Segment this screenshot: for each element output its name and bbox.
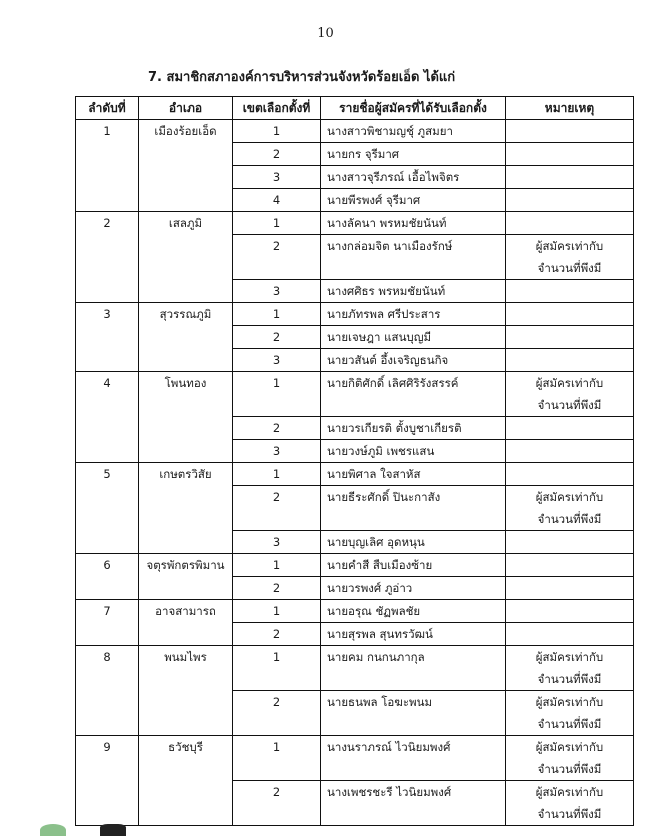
remark — [506, 463, 634, 486]
remark — [506, 486, 634, 531]
district-name: อาจสามารถ — [139, 600, 233, 646]
district-name: จตุรพักตรพิมาน — [139, 554, 233, 600]
district-name: พนมไพร — [139, 646, 233, 736]
remark-line-1: ผู้สมัครเท่ากับ — [535, 785, 604, 799]
candidate-name: นายธีระศักดิ์ ปินะกาสัง — [321, 486, 506, 531]
order-number: 2 — [76, 212, 139, 303]
order-number: 4 — [76, 372, 139, 463]
candidate-name: นายกร จุรีมาศ — [321, 143, 506, 166]
remark — [506, 326, 634, 349]
order-number: 8 — [76, 646, 139, 736]
zone-number: 2 — [233, 577, 321, 600]
zone-number: 1 — [233, 372, 321, 417]
remark — [506, 120, 634, 143]
zone-number: 2 — [233, 417, 321, 440]
remark — [506, 303, 634, 326]
remark — [506, 417, 634, 440]
zone-number: 1 — [233, 463, 321, 486]
candidate-name: นายวรพงศ์ ภูอ่าว — [321, 577, 506, 600]
zone-number: 3 — [233, 280, 321, 303]
remark — [506, 143, 634, 166]
zone-number: 2 — [233, 326, 321, 349]
remark — [506, 577, 634, 600]
candidate-name: นางลัคนา พรหมชัยนันท์ — [321, 212, 506, 235]
candidate-name: นายคม กนกนภากุล — [321, 646, 506, 691]
section-title: 7. สมาชิกสภาองค์การบริหารส่วนจังหวัดร้อยเอ็ด ได้แก่ — [148, 70, 456, 85]
candidate-name: นางเพชรชะรี ไวนิยมพงศ์ — [321, 781, 506, 826]
zone-number: 1 — [233, 120, 321, 143]
remark-line-1: ผู้สมัครเท่ากับ — [535, 695, 604, 709]
zone-number: 3 — [233, 166, 321, 189]
header-order: ลำดับที่ — [76, 97, 139, 120]
candidate-name: นายสุรพล สุนทรวัฒน์ — [321, 623, 506, 646]
zone-number: 2 — [233, 623, 321, 646]
remark-line-2: จำนวนที่พึงมี — [537, 672, 602, 686]
zone-number: 4 — [233, 189, 321, 212]
remark — [506, 531, 634, 554]
table-row — [76, 212, 634, 235]
candidate-name: นางสาวจุรีภรณ์ เอื้อไพจิตร — [321, 166, 506, 189]
zone-number: 1 — [233, 303, 321, 326]
table-row — [76, 554, 634, 577]
order-number: 5 — [76, 463, 139, 554]
table-row — [76, 736, 634, 781]
remark — [506, 280, 634, 303]
header-candidate-name: รายชื่อผู้สมัครที่ได้รับเลือกตั้ง — [321, 97, 506, 120]
zone-number: 3 — [233, 440, 321, 463]
remark — [506, 781, 634, 826]
remark — [506, 646, 634, 691]
remark — [506, 372, 634, 417]
candidate-name: นายภัทรพล ศรีประสาร — [321, 303, 506, 326]
remark — [506, 189, 634, 212]
remark — [506, 623, 634, 646]
zone-number: 2 — [233, 486, 321, 531]
remark-line-2: จำนวนที่พึงมี — [537, 717, 602, 731]
zone-number: 2 — [233, 143, 321, 166]
district-name: เมืองร้อยเอ็ด — [139, 120, 233, 212]
candidate-name: นางศศิธร พรหมชัยนันท์ — [321, 280, 506, 303]
remark-line-2: จำนวนที่พึงมี — [537, 807, 602, 821]
remark — [506, 554, 634, 577]
remark — [506, 212, 634, 235]
district-name: สุวรรณภูมิ — [139, 303, 233, 372]
header-district: อำเภอ — [139, 97, 233, 120]
candidate-name: นายธนพล โอฆะพนม — [321, 691, 506, 736]
zone-number: 1 — [233, 600, 321, 623]
candidate-name: นายคำสี สืบเมืองซ้าย — [321, 554, 506, 577]
candidate-name: นายบุญเลิศ อุดหนุน — [321, 531, 506, 554]
remark — [506, 440, 634, 463]
order-number: 7 — [76, 600, 139, 646]
header-remark: หมายเหตุ — [506, 97, 634, 120]
zone-number: 3 — [233, 531, 321, 554]
remark — [506, 235, 634, 280]
zone-number: 1 — [233, 212, 321, 235]
zone-number: 1 — [233, 736, 321, 781]
candidate-name: นายอรุณ ชัฏพลชัย — [321, 600, 506, 623]
table-row — [76, 600, 634, 623]
order-number: 9 — [76, 736, 139, 826]
remark-line-2: จำนวนที่พึงมี — [537, 762, 602, 776]
zone-number: 2 — [233, 235, 321, 280]
order-number: 1 — [76, 120, 139, 212]
zone-number: 2 — [233, 691, 321, 736]
district-name: โพนทอง — [139, 372, 233, 463]
remark — [506, 600, 634, 623]
district-name: ธวัชบุรี — [139, 736, 233, 826]
remark — [506, 691, 634, 736]
candidate-name: นายพิศาล ใจสาหัส — [321, 463, 506, 486]
header-zone: เขตเลือกตั้งที่ — [233, 97, 321, 120]
table-row — [76, 372, 634, 417]
remark-line-1: ผู้สมัครเท่ากับ — [535, 376, 604, 390]
zone-number: 1 — [233, 554, 321, 577]
table-body — [76, 120, 634, 826]
order-number: 6 — [76, 554, 139, 600]
remark — [506, 349, 634, 372]
election-results-table — [75, 96, 634, 826]
table-row — [76, 120, 634, 143]
remark-line-2: จำนวนที่พึงมี — [537, 512, 602, 526]
table-row — [76, 646, 634, 691]
table-row — [76, 463, 634, 486]
decorative-green-mark — [40, 824, 66, 836]
candidate-name: นางนราภรณ์ ไวนิยมพงศ์ — [321, 736, 506, 781]
remark-line-2: จำนวนที่พึงมี — [537, 261, 602, 275]
district-name: เสลภูมิ — [139, 212, 233, 303]
page-number: 10 — [317, 26, 334, 41]
remark — [506, 166, 634, 189]
candidate-name: นางสาวพิชามญชุ์ ภูสมยา — [321, 120, 506, 143]
candidate-name: นายวงษ์ภูมิ เพชรแสน — [321, 440, 506, 463]
candidate-name: นายเจษฎา แสนบุญมี — [321, 326, 506, 349]
district-name: เกษตรวิสัย — [139, 463, 233, 554]
zone-number: 1 — [233, 646, 321, 691]
decorative-dark-mark — [100, 824, 126, 836]
candidate-name: นายกิติศักดิ์ เลิศศิริรังสรรค์ — [321, 372, 506, 417]
zone-number: 3 — [233, 349, 321, 372]
zone-number: 2 — [233, 781, 321, 826]
candidate-name: นายวรเกียรติ ตั้งบูชาเกียรติ — [321, 417, 506, 440]
remark-line-1: ผู้สมัครเท่ากับ — [535, 239, 604, 253]
table-header-row — [76, 97, 634, 120]
remark — [506, 736, 634, 781]
remark-line-1: ผู้สมัครเท่ากับ — [535, 650, 604, 664]
order-number: 3 — [76, 303, 139, 372]
remark-line-2: จำนวนที่พึงมี — [537, 398, 602, 412]
remark-line-1: ผู้สมัครเท่ากับ — [535, 490, 604, 504]
table-row — [76, 303, 634, 326]
remark-line-1: ผู้สมัครเท่ากับ — [535, 740, 604, 754]
candidate-name: นายพีรพงศ์ จุรีมาศ — [321, 189, 506, 212]
candidate-name: นางกล่อมจิต นาเมืองรักษ์ — [321, 235, 506, 280]
candidate-name: นายวสันต์ อึ้งเจริญธนกิจ — [321, 349, 506, 372]
